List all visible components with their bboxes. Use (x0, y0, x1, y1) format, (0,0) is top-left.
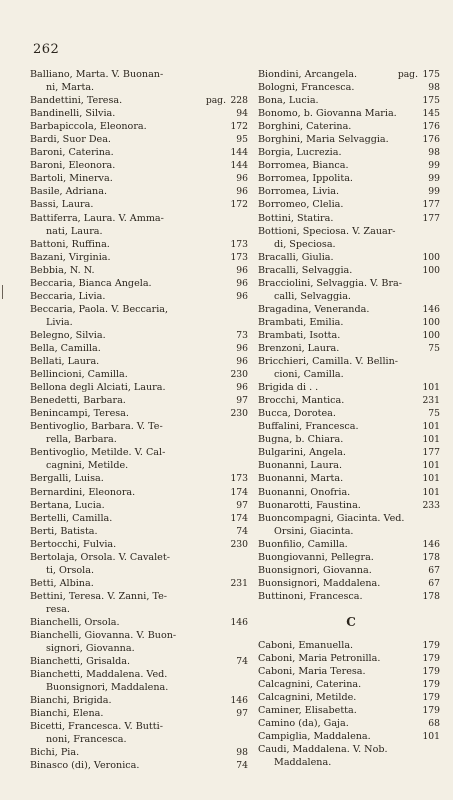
entry-name: Camino (da), Gaja. (258, 718, 349, 730)
index-entry (258, 133, 444, 146)
index-entry (30, 198, 252, 211)
page-reference: 177 (422, 199, 440, 211)
entry-name: Bassi, Laura. (30, 199, 94, 211)
index-entry (30, 538, 252, 551)
page-reference: 179 (422, 652, 440, 664)
index-entry (258, 691, 444, 704)
index-entry (30, 720, 252, 733)
page-reference: 172 (230, 121, 248, 133)
index-column-right (258, 68, 444, 769)
index-entry (258, 172, 444, 185)
index-entry (30, 355, 252, 368)
page-reference: 228 (230, 95, 248, 107)
entry-name: Bebbia, N. N. (30, 264, 95, 276)
index-entry (258, 486, 444, 499)
index-entry (258, 433, 444, 446)
page-reference: 96 (236, 264, 248, 276)
entry-name: Brigida di . . (258, 382, 319, 394)
index-entry (30, 172, 252, 185)
entry-name: Buonarotti, Faustina. (258, 499, 361, 511)
index-entry (30, 81, 252, 94)
index-entry (258, 68, 444, 81)
index-entry (258, 81, 444, 94)
entry-name: Livia. (46, 316, 73, 328)
page-reference: 101 (422, 434, 440, 446)
entry-name: Brocchi, Mantica. (258, 395, 345, 407)
entry-name: resa. (46, 603, 70, 615)
entry-name: ni, Marta. (46, 82, 95, 94)
index-entry (258, 225, 444, 238)
index-entry (30, 616, 252, 629)
page-reference: 97 (236, 499, 248, 511)
index-entry (258, 264, 444, 277)
page-reference: 175 (422, 95, 440, 107)
index-entry (30, 407, 252, 420)
index-entry (30, 316, 252, 329)
index-entry (30, 251, 252, 264)
entry-name: Bertana, Lucia. (30, 499, 105, 511)
page-reference: 98 (236, 747, 248, 759)
entry-name: Battiferra, Laura. V. Amma- (30, 212, 164, 224)
entry-name: Beccaria, Paola. V. Beccaria, (30, 303, 169, 315)
index-entry (30, 446, 252, 459)
index-entry (258, 120, 444, 133)
index-entry (30, 681, 252, 694)
page-abbrev: pag. (397, 69, 418, 80)
entry-name: Orsini, Giacinta. (274, 525, 354, 537)
entry-name: Bentivoglio, Metilde. V. Cal- (30, 447, 166, 459)
page-reference: 176 (422, 121, 440, 133)
index-entry (258, 107, 444, 120)
page-reference: 96 (236, 290, 248, 302)
entry-name: Bichi, Pia. (30, 747, 80, 759)
entry-name: Borromea, Bianca. (258, 160, 349, 172)
index-entry (258, 639, 444, 652)
index-entry (30, 212, 252, 225)
index-entry (258, 512, 444, 525)
entry-name: Berti, Batista. (30, 525, 98, 537)
page-reference: 230 (230, 408, 248, 420)
index-entry (258, 538, 444, 551)
entry-name: Baroni, Eleonora. (30, 160, 116, 172)
index-entry (30, 264, 252, 277)
index-entry (30, 746, 252, 759)
page-reference: 100 (422, 329, 440, 341)
page-reference: 74 (236, 656, 248, 668)
entry-name: Bettini, Teresa. V. Zanni, Te- (30, 590, 168, 602)
page-reference: 174 (230, 486, 248, 498)
entry-name: di, Speciosa. (274, 238, 336, 250)
page-reference: 144 (230, 160, 248, 172)
page-reference: 146 (230, 616, 248, 628)
page-reference: 145 (422, 108, 440, 120)
page-reference: 173 (230, 238, 248, 250)
index-column-left (30, 68, 252, 773)
entry-name: Beccaria, Bianca Angela. (30, 277, 152, 289)
index-entry (30, 564, 252, 577)
page-reference: 172 (230, 199, 248, 211)
page-reference: 75 (428, 408, 440, 420)
page-reference: 179 (422, 666, 440, 678)
page-reference: 173 (230, 473, 248, 485)
entry-name: ti, Orsola. (46, 564, 95, 576)
index-entry (258, 355, 444, 368)
entry-name: Borromea, Livia. (258, 186, 340, 198)
index-entry (258, 303, 444, 316)
index-entry (30, 459, 252, 472)
entry-name: Belegno, Silvia. (30, 329, 106, 341)
entry-name: Bulgarini, Angela. (258, 447, 346, 459)
entry-name: Bracciolini, Selvaggia. V. Bra- (258, 277, 403, 289)
index-entry (30, 277, 252, 290)
page-reference: 231 (230, 577, 248, 589)
entry-name: Bernardini, Eleonora. (30, 486, 136, 498)
entry-name: Brenzoni, Laura. (258, 342, 340, 354)
index-entry (30, 146, 252, 159)
index-entry (258, 420, 444, 433)
index-entry (258, 499, 444, 512)
page-reference: 100 (422, 251, 440, 263)
entry-name: Barbapiccola, Eleonora. (30, 121, 147, 133)
entry-name: Caboni, Maria Petronilla. (258, 652, 381, 664)
index-entry (258, 704, 444, 717)
entry-name: Bianchetti, Maddalena. Ved. (30, 669, 168, 681)
index-entry (258, 251, 444, 264)
entry-name: Bonomo, b. Giovanna Maria. (258, 108, 397, 120)
page-reference: 146 (422, 538, 440, 550)
index-entry (258, 94, 444, 107)
page-reference: 74 (236, 525, 248, 537)
index-entry (258, 678, 444, 691)
index-entry (30, 472, 252, 485)
entry-name: Bricchieri, Camilla. V. Bellin- (258, 356, 399, 368)
entry-name: Basile, Adriana. (30, 186, 107, 198)
entry-name: Buonanni, Onofria. (258, 486, 351, 498)
index-entry (258, 525, 444, 538)
entry-name: Bandettini, Teresa. (30, 95, 123, 107)
index-entry (30, 629, 252, 642)
page-reference: 101 (422, 382, 440, 394)
index-entry (30, 642, 252, 655)
index-entry (258, 652, 444, 665)
page-reference: 101 (422, 460, 440, 472)
page-reference: 178 (422, 590, 440, 602)
page-reference: 68 (428, 718, 440, 730)
index-entry (30, 94, 252, 107)
page-reference: 98 (428, 82, 440, 94)
entry-name: Buongiovanni, Pellegra. (258, 551, 374, 563)
entry-name: Bracalli, Selvaggia. (258, 264, 353, 276)
page-reference: 97 (236, 395, 248, 407)
index-entry (30, 694, 252, 707)
entry-name: Bottini, Statira. (258, 212, 334, 224)
index-entry (30, 733, 252, 746)
entry-name: Buttinoni, Francesca. (258, 590, 363, 602)
page-reference: 177 (422, 212, 440, 224)
entry-name: Bracalli, Giulia. (258, 251, 334, 263)
index-entry (30, 120, 252, 133)
index-entry (258, 717, 444, 730)
entry-name: Bicetti, Francesca. V. Butti- (30, 721, 163, 733)
entry-name: Benincampi, Teresa. (30, 408, 129, 420)
index-entry (258, 551, 444, 564)
page-reference: 177 (422, 447, 440, 459)
entry-name: Biondini, Arcangela. (258, 69, 358, 80)
index-entry (258, 368, 444, 381)
page-reference: 146 (230, 695, 248, 707)
entry-name: Caudi, Maddalena. V. Nob. (258, 744, 388, 756)
index-entry (258, 277, 444, 290)
entry-name: Calcagnini, Metilde. (258, 692, 357, 704)
index-entry (30, 185, 252, 198)
entry-name: Campiglia, Maddalena. (258, 731, 371, 743)
entry-name: cioni, Camilla. (274, 369, 344, 381)
index-entry (258, 730, 444, 743)
entry-name: calli, Selvaggia. (274, 290, 351, 302)
page-reference: 179 (422, 705, 440, 717)
index-entry (258, 381, 444, 394)
page-reference: 96 (236, 342, 248, 354)
index-entry (258, 185, 444, 198)
page-reference: 179 (422, 679, 440, 691)
index-entry (30, 394, 252, 407)
entry-name: Bergalli, Luisa. (30, 473, 104, 485)
page-number: 262 (33, 42, 60, 57)
index-entry (30, 577, 252, 590)
page-reference: 101 (422, 486, 440, 498)
index-entry (30, 486, 252, 499)
index-entry (258, 198, 444, 211)
index-entry (30, 668, 252, 681)
page-reference: 96 (236, 186, 248, 198)
page-reference: 73 (236, 329, 248, 341)
entry-name: Bertocchi, Fulvia. (30, 538, 117, 550)
page-reference: 94 (236, 108, 248, 120)
entry-name: Borromea, Ippolita. (258, 173, 353, 185)
index-entry (30, 303, 252, 316)
entry-name: Benedetti, Barbara. (30, 395, 126, 407)
index-entry (258, 212, 444, 225)
entry-name: noni, Francesca. (46, 734, 127, 746)
section-spacer (258, 603, 444, 609)
entry-name: Bona, Lucia. (258, 95, 319, 107)
entry-name: Bologni, Francesca. (258, 82, 355, 94)
page-reference: 174 (230, 512, 248, 524)
entry-name: Buonanni, Laura. (258, 460, 343, 472)
entry-name: Borgia, Lucrezia. (258, 147, 342, 159)
entry-name: Bazani, Virginia. (30, 251, 111, 263)
entry-name: Borghini, Maria Selvaggia. (258, 134, 389, 146)
entry-name: Beccaria, Livia. (30, 290, 106, 302)
index-entry (30, 159, 252, 172)
index-entry (30, 238, 252, 251)
page-reference: 99 (428, 186, 440, 198)
entry-name: Bianchi, Elena. (30, 708, 104, 720)
page-reference: 67 (428, 564, 440, 576)
index-entry (30, 525, 252, 538)
entry-name: Bellati, Laura. (30, 356, 100, 368)
entry-name: Bellona degli Alciati, Laura. (30, 382, 166, 394)
index-entry (258, 407, 444, 420)
entry-name: Bottioni, Speciosa. V. Zauar- (258, 225, 396, 237)
index-entry (30, 759, 252, 772)
page-reference: 74 (236, 760, 248, 772)
index-entry (30, 603, 252, 616)
page-reference: 96 (236, 356, 248, 368)
index-entry (258, 743, 444, 756)
entry-name: Bardi, Suor Dea. (30, 134, 111, 146)
index-entry (30, 381, 252, 394)
entry-name: Borromeo, Clelia. (258, 199, 344, 211)
index-entry (258, 290, 444, 303)
entry-name: Buoncompagni, Giacinta. Ved. (258, 512, 405, 524)
index-entry (30, 329, 252, 342)
entry-name: Bianchi, Brigida. (30, 695, 112, 707)
index-entry (258, 756, 444, 769)
page-reference: 101 (422, 731, 440, 743)
page-reference: 99 (428, 160, 440, 172)
page-reference: 233 (422, 499, 440, 511)
page-reference: 230 (230, 538, 248, 550)
entry-name: Baroni, Caterina. (30, 147, 114, 159)
index-entry (30, 342, 252, 355)
entry-name: Bucca, Dorotea. (258, 408, 336, 420)
entry-name: Caboni, Emanuella. (258, 639, 354, 651)
page-reference: 96 (236, 173, 248, 185)
entry-name: Bianchelli, Giovanna. V. Buon- (30, 630, 177, 642)
page-reference: 96 (236, 277, 248, 289)
page-reference: 99 (428, 173, 440, 185)
page-reference: 179 (422, 639, 440, 651)
index-entry (30, 499, 252, 512)
entry-name: cagnini, Metilde. (46, 460, 129, 472)
index-entry (258, 238, 444, 251)
entry-name: Buffalini, Francesca. (258, 421, 359, 433)
page-reference: 176 (422, 134, 440, 146)
page-reference: 231 (422, 395, 440, 407)
page-reference: 173 (230, 251, 248, 263)
entry-name: Bella, Camilla. (30, 342, 101, 354)
page-reference: 100 (422, 264, 440, 276)
entry-name: signori, Giovanna. (46, 643, 135, 655)
entry-name: Betti, Albina. (30, 577, 94, 589)
entry-name: Caboni, Maria Teresa. (258, 666, 366, 678)
index-entry (30, 68, 252, 81)
index-entry (30, 655, 252, 668)
entry-name: nati, Laura. (46, 225, 103, 237)
entry-name: Buonsignori, Giovanna. (258, 564, 372, 576)
page-reference: 101 (422, 473, 440, 485)
page-reference: 97 (236, 708, 248, 720)
entry-name: Balliano, Marta. V. Buonan- (30, 69, 164, 80)
page-reference: 230 (230, 369, 248, 381)
entry-name: Bertolaja, Orsola. V. Cavalet- (30, 551, 170, 563)
entry-name: Buonfilio, Camilla. (258, 538, 348, 550)
entry-name: Bragadina, Veneranda. (258, 303, 370, 315)
index-entry (30, 225, 252, 238)
index-entry (258, 472, 444, 485)
index-entry (258, 564, 444, 577)
entry-name: Bianchelli, Orsola. (30, 616, 120, 628)
index-entry (30, 512, 252, 525)
entry-name: rella, Barbara. (46, 434, 117, 446)
index-entry (258, 329, 444, 342)
margin-mark (2, 285, 3, 299)
entry-name: Brambati, Isotta. (258, 329, 341, 341)
index-entry (30, 551, 252, 564)
page-reference: 98 (428, 147, 440, 159)
index-entry (258, 394, 444, 407)
index-entry (258, 590, 444, 603)
entry-name: Bertelli, Camilla. (30, 512, 113, 524)
entry-name: Buonsignori, Maddalena. (258, 577, 381, 589)
entry-name: Bentivoglio, Barbara. V. Te- (30, 421, 163, 433)
index-entry (258, 159, 444, 172)
index-entry (30, 368, 252, 381)
index-entry (30, 420, 252, 433)
page-reference: 144 (230, 147, 248, 159)
entry-name: Binasco (di), Veronica. (30, 760, 140, 772)
index-entry (30, 590, 252, 603)
entry-name: Brambati, Emilia. (258, 316, 344, 328)
entry-name: Buonsignori, Maddalena. (46, 682, 169, 694)
page-abbrev: pag. (205, 95, 226, 107)
entry-name: Bellincioni, Camilla. (30, 369, 128, 381)
page-reference: 179 (422, 692, 440, 704)
section-letter: C (346, 614, 356, 629)
index-entry (258, 577, 444, 590)
index-entry (258, 665, 444, 678)
page-reference: 146 (422, 303, 440, 315)
page-reference: 175 (422, 69, 440, 80)
index-entry (258, 316, 444, 329)
page-reference: 101 (422, 421, 440, 433)
index-entry (30, 707, 252, 720)
index-entry (30, 107, 252, 120)
entry-name: Bandinelli, Silvia. (30, 108, 116, 120)
page-reference: 178 (422, 551, 440, 563)
index-entry (30, 433, 252, 446)
index-entry (258, 459, 444, 472)
page-reference: 100 (422, 316, 440, 328)
page-reference: 96 (236, 382, 248, 394)
index-entry (258, 146, 444, 159)
page-reference: 75 (428, 342, 440, 354)
entry-name: Bugna, b. Chiara. (258, 434, 344, 446)
index-entry (258, 342, 444, 355)
entry-name: Bianchetti, Grisalda. (30, 656, 131, 668)
index-entry (30, 133, 252, 146)
entry-name: Battoni, Ruffina. (30, 238, 110, 250)
index-entry (258, 446, 444, 459)
entry-name: Bartoli, Minerva. (30, 173, 113, 185)
page-reference: 95 (236, 134, 248, 146)
entry-name: Borghini, Caterina. (258, 121, 352, 133)
entry-name: Caminer, Elisabetta. (258, 705, 357, 717)
entry-name: Maddalena. (274, 757, 332, 769)
entry-name: Calcagnini, Caterina. (258, 679, 362, 691)
entry-name: Buonanni, Marta. (258, 473, 344, 485)
index-entry (30, 290, 252, 303)
page-reference: 67 (428, 577, 440, 589)
